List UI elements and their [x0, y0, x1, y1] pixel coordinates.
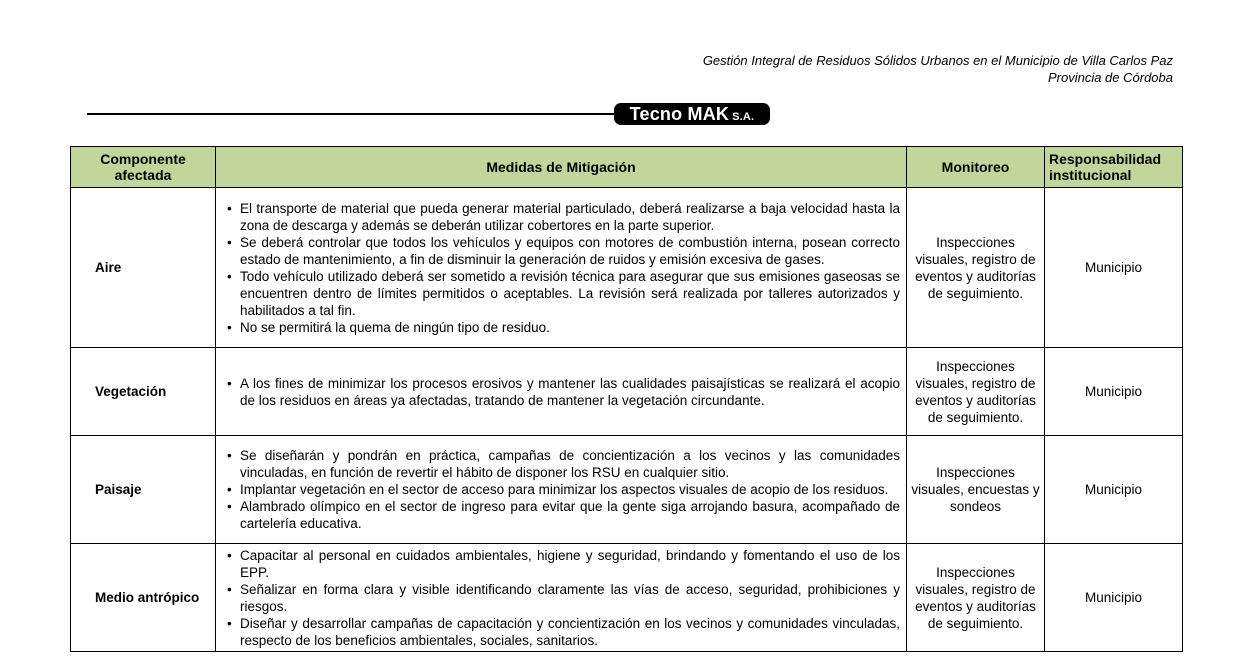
header-componente: Componente afectada: [71, 147, 216, 188]
responsabilidad-cell: Municipio: [1045, 544, 1183, 652]
medida-item: • Se diseñarán y pondrán en práctica, campañas de concientización a los vecinos y las comunidades vinculadas, en función de revertir el hábito de disponer los RSU en cualquier sitio.: [226, 447, 900, 481]
componente-cell: Vegetación: [71, 348, 216, 436]
company-logo: [614, 103, 770, 125]
header-monitoreo: Monitoreo: [907, 147, 1045, 188]
header-responsabilidad: Responsabilidad institucional: [1045, 147, 1183, 188]
header-subtitle: Provincia de Córdoba: [1047, 70, 1173, 85]
responsabilidad-cell: Municipio: [1045, 188, 1183, 348]
table-header-row: [71, 147, 1183, 188]
medida-item: • Implantar vegetación en el sector de acceso para minimizar los aspectos visuales de acopio de los residuos.: [226, 481, 900, 498]
medidas-cell: [216, 188, 907, 348]
medida-item: • Capacitar al personal en cuidados ambientales, higiene y seguridad, brindando y fomentando el uso de los EPP.: [226, 547, 900, 581]
document-header: [703, 52, 1173, 86]
logo-name: Tecno MAK: [629, 104, 730, 124]
medida-item: • Diseñar y desarrollar campañas de capacitación y concientización en los vecinos y comunidades vinculadas, respecto de los beneficios ambientales, sociales, sanitarios.: [226, 615, 900, 649]
header-rule: [87, 113, 617, 115]
monitoreo-cell: Inspecciones visuales, registro de eventos y auditorías de seguimiento.: [907, 188, 1045, 348]
table-row: [71, 436, 1183, 544]
medida-item: • No se permitirá la quema de ningún tipo de residuo.: [226, 319, 900, 336]
table-row: [71, 544, 1183, 652]
medidas-cell: [216, 544, 907, 652]
mitigation-table: [70, 146, 1183, 652]
medida-item: • Todo vehículo utilizado deberá ser sometido a revisión técnica para asegurar que sus emisiones gaseosas se encuentren dentro de límites permitidos o aceptables. La revisión será realizada por talleres autorizados y habilitados a tal fin.: [226, 268, 900, 319]
medida-item: • Señalizar en forma clara y visible identificando claramente las vías de acceso, seguridad, prohibiciones y riesgos.: [226, 581, 900, 615]
medida-item: • Alambrado olímpico en el sector de ingreso para evitar que la gente siga arrojando basura, acompañado de cartelería educativa.: [226, 498, 900, 532]
header-medidas: Medidas de Mitigación: [216, 147, 907, 188]
medidas-cell: [216, 348, 907, 436]
logo-suffix: S.A.: [732, 111, 755, 123]
medida-item: • Se deberá controlar que todos los vehículos y equipos con motores de combustión interna, posean correcto estado de mantenimiento, a fin de disminuir la generación de ruidos y emisión excesiva de gases.: [226, 234, 900, 268]
responsabilidad-cell: Municipio: [1045, 348, 1183, 436]
componente-cell: Paisaje: [71, 436, 216, 544]
monitoreo-cell: Inspecciones visuales, registro de eventos y auditorías de seguimiento.: [907, 544, 1045, 652]
componente-cell: Medio antrópico: [71, 544, 216, 652]
table-row: [71, 188, 1183, 348]
header-title: Gestión Integral de Residuos Sólidos Urbanos en el Municipio de Villa Carlos Paz: [702, 53, 1173, 68]
medidas-cell: [216, 436, 907, 544]
table-row: [71, 348, 1183, 436]
componente-cell: Aire: [71, 188, 216, 348]
medida-item: • El transporte de material que pueda generar material particulado, deberá realizarse a baja velocidad hasta la zona de descarga y además se deberán utilizar cobertores en la parte superior.: [226, 200, 900, 234]
monitoreo-cell: Inspecciones visuales, registro de eventos y auditorías de seguimiento.: [907, 348, 1045, 436]
medida-item: • A los fines de minimizar los procesos erosivos y mantener las cualidades paisajísticas se realizará el acopio de los residuos en áreas ya afectadas, tratando de mantener la vegetación circundante.: [226, 375, 900, 409]
responsabilidad-cell: Municipio: [1045, 436, 1183, 544]
monitoreo-cell: Inspecciones visuales, encuestas y sondeos: [907, 436, 1045, 544]
